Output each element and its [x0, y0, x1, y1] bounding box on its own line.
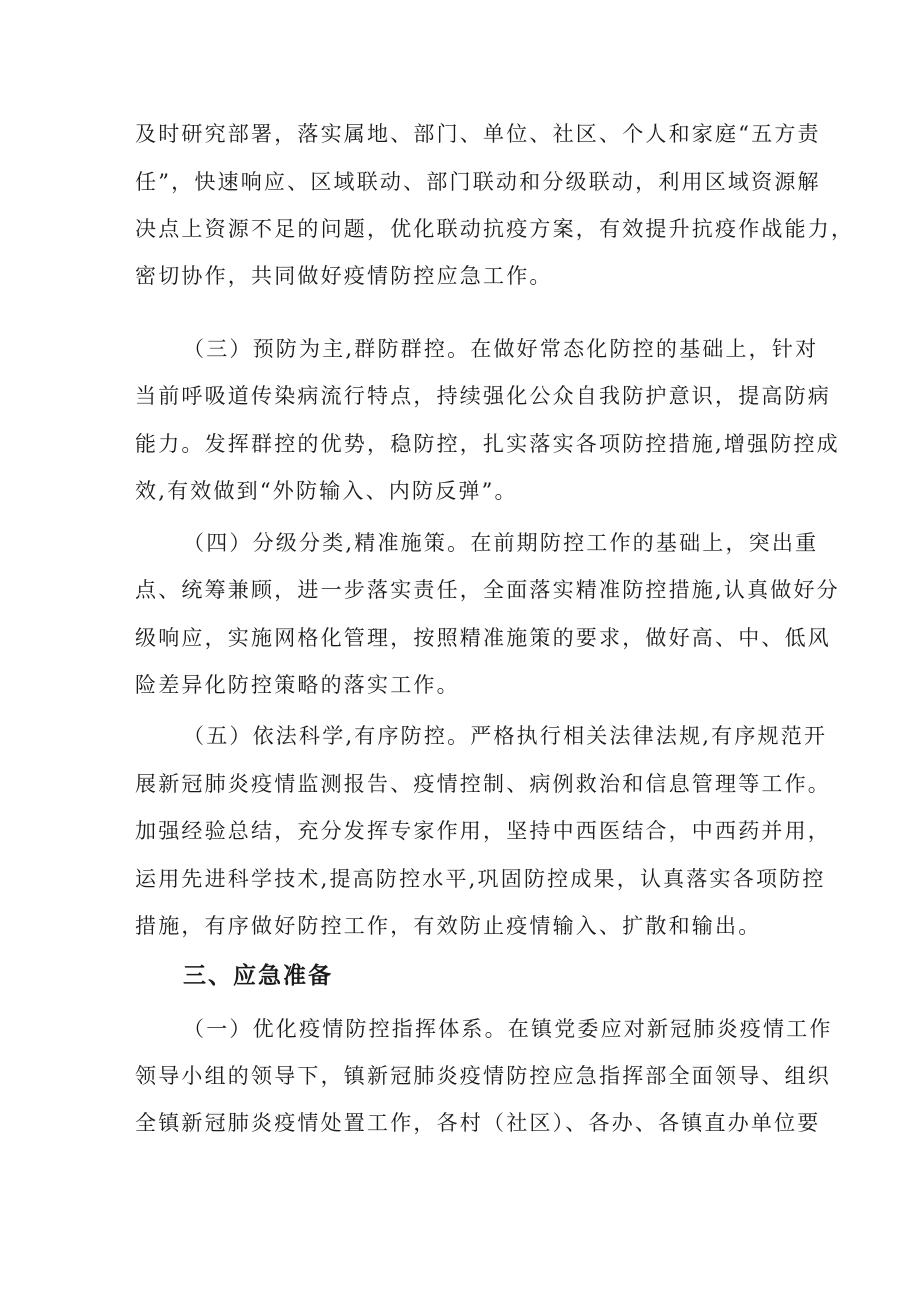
paragraph-line: 级响应，实施网格化管理，按照精准施策的要求，做好高、中、低风: [135, 626, 831, 650]
paragraph-line: 领导小组的领导下，镇新冠肺炎疫情防控应急指挥部全面领导、组织: [135, 1064, 831, 1088]
paragraph-line: 决点上资源不足的问题，优化联动抗疫方案，有效提升抗疫作战能力，: [135, 217, 855, 241]
paragraph-line: 加强经验总结，充分发挥专家作用，坚持中西医结合，中西药并用，: [135, 819, 831, 843]
section-heading: 三、应急准备: [183, 963, 333, 989]
paragraph-line: 及时研究部署，落实属地、部门、单位、社区、个人和家庭“五方责: [135, 122, 821, 146]
paragraph-line: 当前呼吸道传染病流行特点，持续强化公众自我防护意识，提高防病: [135, 384, 831, 408]
paragraph-line: 点、统筹兼顾，进一步落实责任，全面落实精准防控措施,认真做好分: [135, 578, 840, 602]
paragraph-line: 运用先进科学技术,提高防控水平,巩固防控成果，认真落实各项防控: [135, 867, 826, 891]
paragraph-line: （五）依法科学,有序防控。严格执行相关法律法规,有序规范开: [183, 724, 828, 748]
paragraph-line: 能力。发挥群控的优势，稳防控，扎实落实各项防控措施,增强防控成: [135, 432, 840, 456]
paragraph-line: 险差异化防控策略的落实工作。: [135, 673, 460, 697]
paragraph-line: （四）分级分类,精准施策。在前期防控工作的基础上，突出重: [183, 531, 819, 555]
paragraph-line: （三）预防为主,群防群控。在做好常态化防控的基础上，针对: [183, 337, 819, 361]
paragraph-line: 密切协作，共同做好疫情防控应急工作。: [135, 264, 553, 288]
paragraph-line: 展新冠肺炎疫情监测报告、疫情控制、病例救治和信息管理等工作。: [135, 772, 831, 796]
paragraph-line: 任”，快速响应、区域联动、部门联动和分级联动，利用区域资源解: [135, 170, 821, 194]
paragraph-line: （一）优化疫情防控指挥体系。在镇党委应对新冠肺炎疫情工作: [183, 1017, 833, 1041]
paragraph-line: 措施，有序做好防控工作，有效防止疫情输入、扩散和输出。: [135, 914, 762, 938]
paragraph-line: 全镇新冠肺炎疫情处置工作，各村（社区）、各办、各镇直办单位要: [135, 1111, 821, 1135]
paragraph-line: 效,有效做到“外防输入、内防反弹”。: [135, 479, 518, 503]
